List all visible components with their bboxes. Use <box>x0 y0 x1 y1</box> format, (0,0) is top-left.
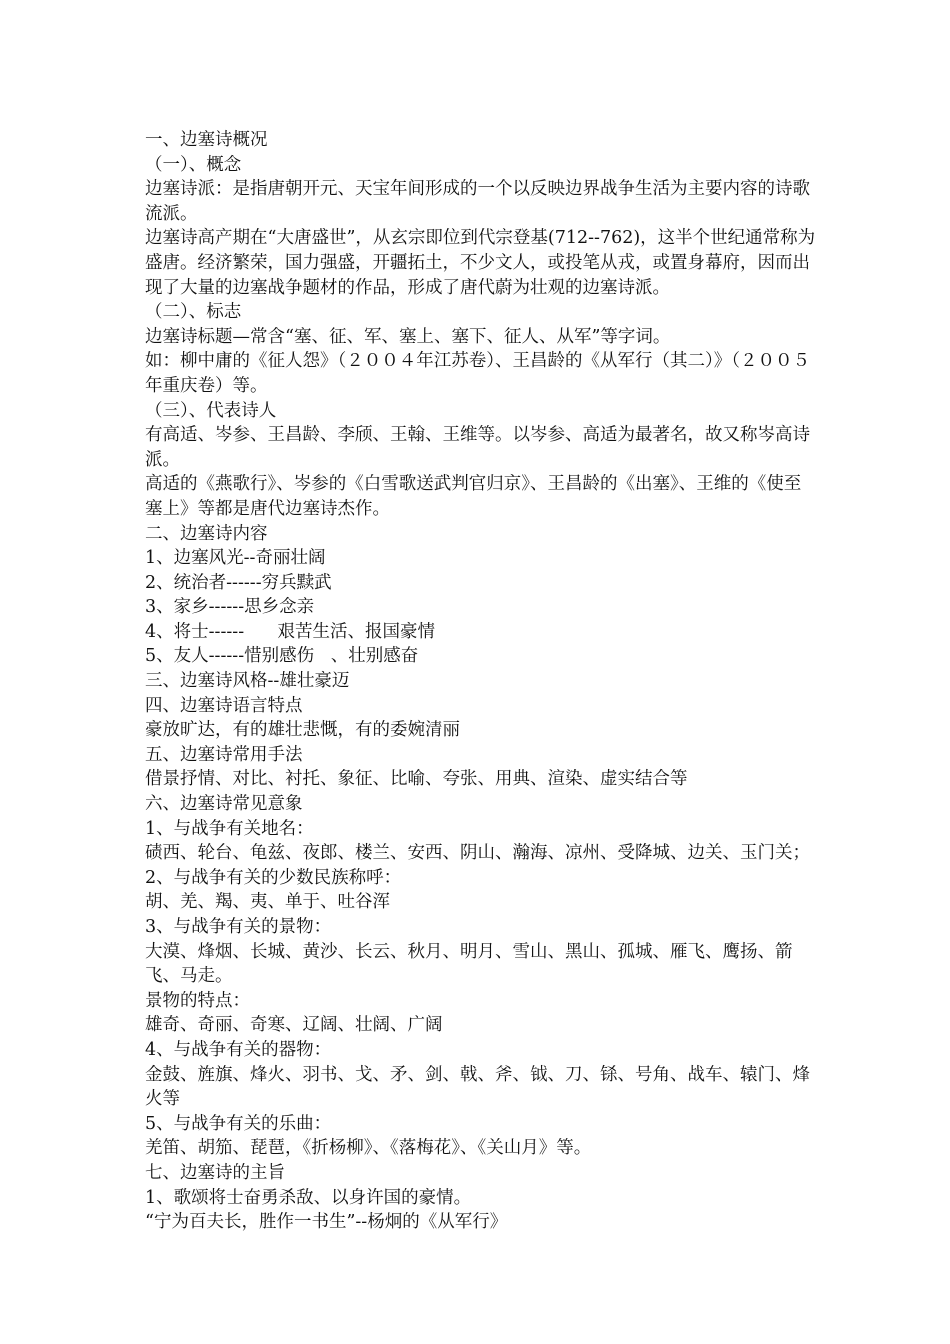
subheading-scenery-traits: 景物的特点： <box>145 990 250 1011</box>
section-heading-themes: 七、边塞诗的主旨 <box>145 1162 285 1183</box>
list-item-content-2: 2、统治者------穷兵黩武 <box>145 572 332 593</box>
paragraph-scenery-traits: 雄奇、奇丽、奇寒、辽阔、壮阔、广阔 <box>145 1015 443 1036</box>
document-page <box>145 128 817 1235</box>
paragraph-title-words: 边塞诗标题—常含“塞、征、军、塞上、塞下、征人、从军”等字词。 <box>145 326 671 347</box>
list-item-content-4: 4、将士------ 艰苦生活、报国豪情 <box>145 621 435 642</box>
subheading-scenery: 3、与战争有关的景物： <box>145 917 332 937</box>
section-heading-style: 三、边塞诗风格--雄壮豪迈 <box>145 671 350 692</box>
paragraph-language: 豪放旷达，有的雄壮悲慨，有的委婉清丽 <box>145 720 460 741</box>
section-heading-imagery: 六、边塞诗常见意象 <box>145 794 303 815</box>
subheading-poets: （三）、代表诗人 <box>145 400 277 421</box>
paragraph-objects: 金鼓、旌旗、烽火、羽书、戈、矛、剑、戟、斧、钺、刀、铩、号角、战车、辕门、烽火等 <box>145 1064 810 1110</box>
subheading-markers: （二）、标志 <box>145 302 242 323</box>
paragraph-masterpieces: 高适的《燕歌行》、岑参的《白雪歌送武判官归京》、王昌龄的《出塞》、王维的《使至塞上》等都是唐代边塞诗杰作。 <box>145 474 802 519</box>
section-heading-techniques: 五、边塞诗常用手法 <box>145 744 303 765</box>
list-item-content-5: 5、友人------惜别感伤 、壮别感奋 <box>145 646 419 667</box>
paragraph-definition: 边塞诗派：是指唐朝开元、天宝年间形成的一个以反映边界战争生活为主要内容的诗歌流派。 <box>145 179 810 224</box>
paragraph-examples: 如：柳中庸的《征人怨》（２００４年江苏卷）、王昌龄的《从军行（其二）》（２００５年重庆卷）等。 <box>145 351 810 396</box>
list-item-content-1: 1、边塞风光--奇丽壮阔 <box>145 548 326 569</box>
paragraph-poets: 有高适、岑参、王昌龄、李颀、王翰、王维等。以岑参、高适为最著名，故又称岑高诗派。 <box>145 425 810 470</box>
paragraph-peoples: 胡、羌、羯、夷、单于、吐谷浑 <box>145 892 390 913</box>
paragraph-golden-age: 边塞诗高产期在“大唐盛世”，从玄宗即位到代宗登基(712--762)，这半个世纪通常称为盛唐。经济繁荣，国力强盛，开疆拓土，不少文人，或投笔从戎，或置身幕府，因而出现了大量的边塞战争题材的作品，形成了唐代蔚为壮观的边塞诗派。 <box>145 228 816 298</box>
subheading-music: 5、与战争有关的乐曲： <box>145 1113 332 1134</box>
subheading-concept: （一）、概念 <box>145 154 242 175</box>
subheading-place-names: 1、与战争有关地名： <box>145 818 314 839</box>
section-heading-content: 二、边塞诗内容 <box>145 523 268 544</box>
paragraph-place-names: 碛西、轮台、龟兹、夜郎、楼兰、安西、阴山、瀚海、凉州、受降城、边关、玉门关； <box>145 843 810 864</box>
subheading-peoples: 2、与战争有关的少数民族称呼： <box>145 867 402 888</box>
paragraph-scenery: 大漠、烽烟、长城、黄沙、长云、秋月、明月、雪山、黑山、孤城、雁飞、鹰扬、箭飞、马走。 <box>145 941 793 987</box>
subheading-objects: 4、与战争有关的器物： <box>145 1039 332 1060</box>
list-item-content-3: 3、家乡------思乡念亲 <box>145 597 315 618</box>
section-heading-language: 四、边塞诗语言特点 <box>145 695 303 716</box>
paragraph-techniques: 借景抒情、对比、衬托、象征、比喻、夸张、用典、渲染、虚实结合等 <box>145 769 688 790</box>
list-item-theme-1: 1、歌颂将士奋勇杀敌、以身许国的豪情。 <box>145 1187 472 1208</box>
section-heading-overview: 一、边塞诗概况 <box>145 130 268 150</box>
paragraph-music: 羌笛、胡笳、琵琶，《折杨柳》、《落梅花》、《关山月》等。 <box>145 1138 592 1159</box>
quote-yang-jiong: “宁为百夫长，胜作一书生”--杨炯的《从军行》 <box>145 1212 508 1233</box>
